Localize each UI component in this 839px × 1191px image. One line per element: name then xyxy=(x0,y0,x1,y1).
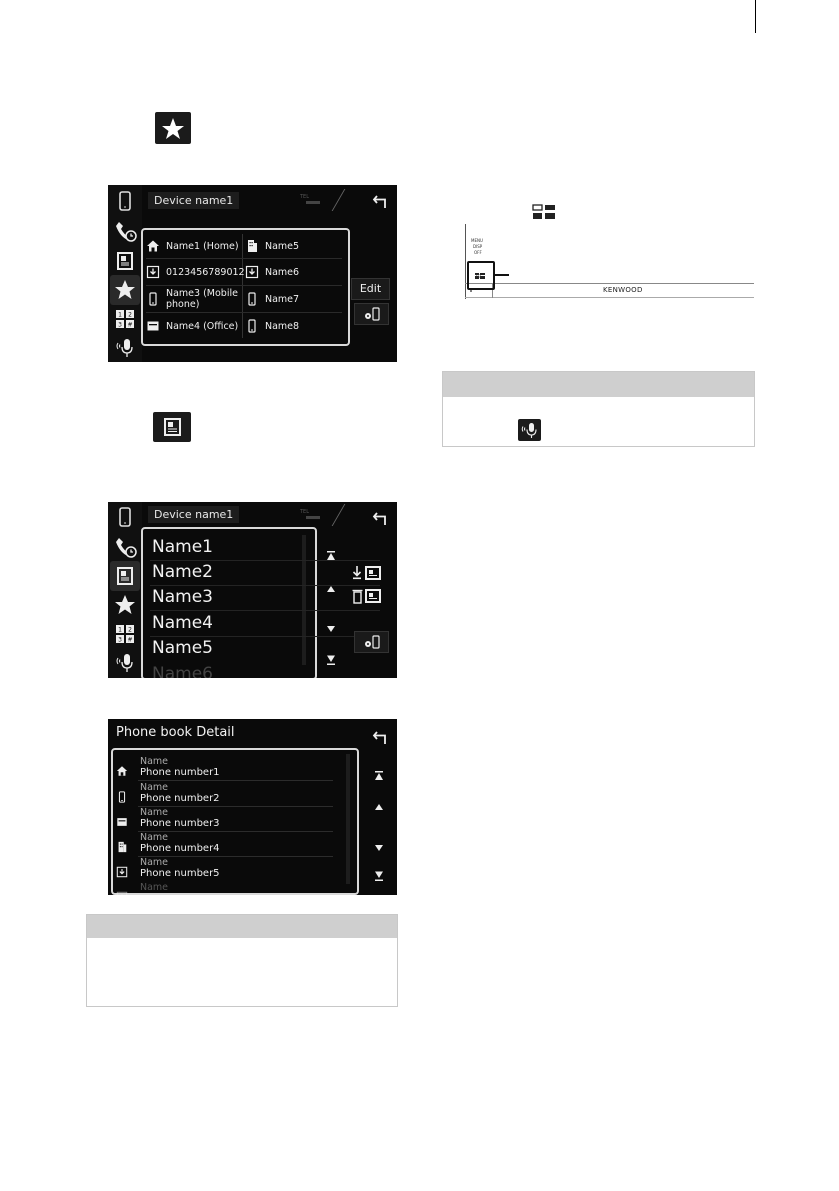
voice-recognition-icon xyxy=(518,419,541,441)
office-icon xyxy=(116,813,128,825)
contact-name[interactable]: Name1 xyxy=(152,537,213,557)
scroll-bottom-icon[interactable] xyxy=(373,867,385,879)
favorites-star-icon[interactable] xyxy=(112,592,138,618)
sidebar xyxy=(108,185,142,362)
panel-bottom-bar xyxy=(465,297,754,298)
svg-text:2: 2 xyxy=(128,311,132,319)
scroll-down-icon[interactable] xyxy=(325,620,337,632)
building-icon xyxy=(245,239,259,253)
header-divider xyxy=(332,189,346,211)
download-icon xyxy=(116,888,128,895)
scroll-up-icon[interactable] xyxy=(373,798,385,810)
dial-pad-icon[interactable] xyxy=(112,621,138,647)
disp-button-label: DISP xyxy=(473,244,483,249)
svg-text:3: 3 xyxy=(118,321,122,329)
device-panel-illustration xyxy=(465,224,754,299)
svg-text:#: # xyxy=(127,636,133,644)
tel-key-icon xyxy=(474,265,486,273)
download-icon xyxy=(116,863,128,875)
panel-edge xyxy=(465,224,466,299)
favorite-item-label: 0123456789012 xyxy=(166,266,245,278)
favorite-item-label: Name4 (Office) xyxy=(166,320,239,332)
note-box xyxy=(442,371,755,447)
contact-name[interactable]: Name6 xyxy=(152,664,213,678)
favorite-item[interactable] xyxy=(245,313,341,339)
sidebar xyxy=(108,502,142,678)
contact-name[interactable]: Name5 xyxy=(152,638,213,658)
contact-name[interactable]: Name2 xyxy=(152,562,213,582)
menu-key-icon xyxy=(532,204,556,220)
detail-number: Phone number3 xyxy=(140,818,220,829)
settings-gear-phone-icon xyxy=(355,632,388,652)
home-icon xyxy=(116,762,128,774)
svg-text:1: 1 xyxy=(118,626,122,634)
callout-line xyxy=(493,274,509,276)
phonebook-icon[interactable] xyxy=(112,248,138,274)
favorite-item[interactable] xyxy=(245,259,341,285)
scroll-up-icon[interactable] xyxy=(325,580,337,592)
home-icon xyxy=(146,239,160,253)
sidebar-phone-icon[interactable] xyxy=(112,505,138,531)
detail-row[interactable] xyxy=(112,832,352,857)
delete-phonebook-button[interactable] xyxy=(351,587,385,605)
svg-text:1: 1 xyxy=(118,311,122,319)
favorites-screen xyxy=(108,185,397,362)
call-history-icon[interactable] xyxy=(112,218,138,244)
device-name-label: Device name1 xyxy=(148,506,239,523)
favorite-item[interactable] xyxy=(245,286,341,312)
favorite-item-label: Name5 xyxy=(265,240,300,252)
panel-dot xyxy=(470,290,472,292)
detail-name: Name xyxy=(140,882,169,893)
download-icon xyxy=(146,265,160,279)
settings-button[interactable] xyxy=(354,303,389,325)
contact-name[interactable]: Name4 xyxy=(152,613,213,633)
brand-logo: KENWOOD xyxy=(603,286,643,294)
panel-bottom-bar xyxy=(465,283,754,284)
off-button-label: OFF xyxy=(474,250,482,255)
favorites-star-icon[interactable] xyxy=(112,277,138,303)
status-indicator-icon xyxy=(296,505,326,523)
note-box xyxy=(86,914,398,1007)
favorite-item-label: Name8 xyxy=(265,320,300,332)
back-arrow-icon[interactable] xyxy=(372,193,390,209)
device-name-label: Device name1 xyxy=(148,192,239,209)
scroll-bottom-icon[interactable] xyxy=(325,651,337,663)
menu-button-label: MENU xyxy=(471,238,483,243)
detail-name: Name xyxy=(140,782,169,793)
svg-text:#: # xyxy=(127,321,133,329)
mobile-phone-icon xyxy=(245,292,259,306)
status-indicator-icon xyxy=(296,190,326,208)
mobile-phone-icon xyxy=(116,788,128,800)
detail-name: Name xyxy=(140,832,169,843)
favorite-item[interactable] xyxy=(146,313,242,339)
phonebook-icon xyxy=(153,412,191,442)
svg-text:3: 3 xyxy=(118,636,122,644)
edit-button[interactable]: Edit xyxy=(351,278,390,300)
voice-recognition-icon[interactable] xyxy=(112,649,138,675)
tel-button-label: TEL xyxy=(475,274,483,279)
detail-name: Name xyxy=(140,756,169,767)
detail-row[interactable] xyxy=(112,882,352,895)
phonebook-screen xyxy=(108,502,397,678)
dial-pad-icon[interactable] xyxy=(112,306,138,332)
favorite-item[interactable] xyxy=(245,233,341,259)
back-arrow-icon[interactable] xyxy=(372,510,390,526)
detail-name: Name xyxy=(140,857,169,868)
voice-recognition-icon[interactable] xyxy=(112,334,138,360)
delete-phonebook-icon xyxy=(351,587,385,605)
contact-name[interactable]: Name3 xyxy=(152,587,213,607)
favorite-item-label: Name1 (Home) xyxy=(166,240,239,252)
call-history-icon[interactable] xyxy=(112,534,138,560)
detail-number: Phone number5 xyxy=(140,868,220,879)
office-icon xyxy=(146,319,160,333)
scroll-down-icon[interactable] xyxy=(373,839,385,851)
download-icon xyxy=(245,265,259,279)
grid-divider xyxy=(242,234,243,338)
favorite-item-label: Name3 (Mobile phone) xyxy=(166,288,238,310)
favorite-item-label: Name7 xyxy=(265,293,300,305)
page-margin-line xyxy=(755,0,756,33)
detail-row[interactable] xyxy=(112,857,352,882)
mobile-phone-icon xyxy=(245,319,259,333)
detail-name: Name xyxy=(140,807,169,818)
favorite-item[interactable] xyxy=(146,233,242,259)
scroll-top-icon[interactable] xyxy=(373,767,385,779)
svg-text:TEL: TEL xyxy=(300,194,309,200)
scroll-top-icon[interactable] xyxy=(325,547,337,559)
header-divider xyxy=(332,504,346,526)
mobile-phone-icon xyxy=(146,292,160,306)
building-icon xyxy=(116,838,128,850)
download-phonebook-icon xyxy=(351,564,385,582)
favorite-item[interactable] xyxy=(146,286,242,312)
sidebar-phone-icon[interactable] xyxy=(112,189,138,215)
phonebook-detail-screen xyxy=(108,719,397,895)
download-phonebook-button[interactable] xyxy=(351,564,385,582)
detail-number: Phone number4 xyxy=(140,843,220,854)
detail-row[interactable] xyxy=(112,756,352,781)
svg-text:2: 2 xyxy=(128,626,132,634)
detail-number: Phone number2 xyxy=(140,793,220,804)
detail-row[interactable] xyxy=(112,807,352,832)
note-header xyxy=(443,372,754,397)
settings-button[interactable] xyxy=(354,631,389,653)
favorite-item-label: Name6 xyxy=(265,266,300,278)
detail-row[interactable] xyxy=(112,782,352,807)
list-divider xyxy=(138,780,333,781)
phonebook-icon[interactable] xyxy=(112,563,138,589)
screen-title: Phone book Detail xyxy=(116,725,235,740)
settings-gear-phone-icon xyxy=(355,304,388,324)
back-arrow-icon[interactable] xyxy=(372,729,390,745)
detail-number: Phone number1 xyxy=(140,767,220,778)
scrollbar-track[interactable] xyxy=(302,535,306,665)
svg-text:TEL: TEL xyxy=(300,509,309,515)
favorite-item[interactable] xyxy=(146,259,245,285)
note-header xyxy=(87,915,397,938)
favorites-star-icon xyxy=(155,112,191,144)
